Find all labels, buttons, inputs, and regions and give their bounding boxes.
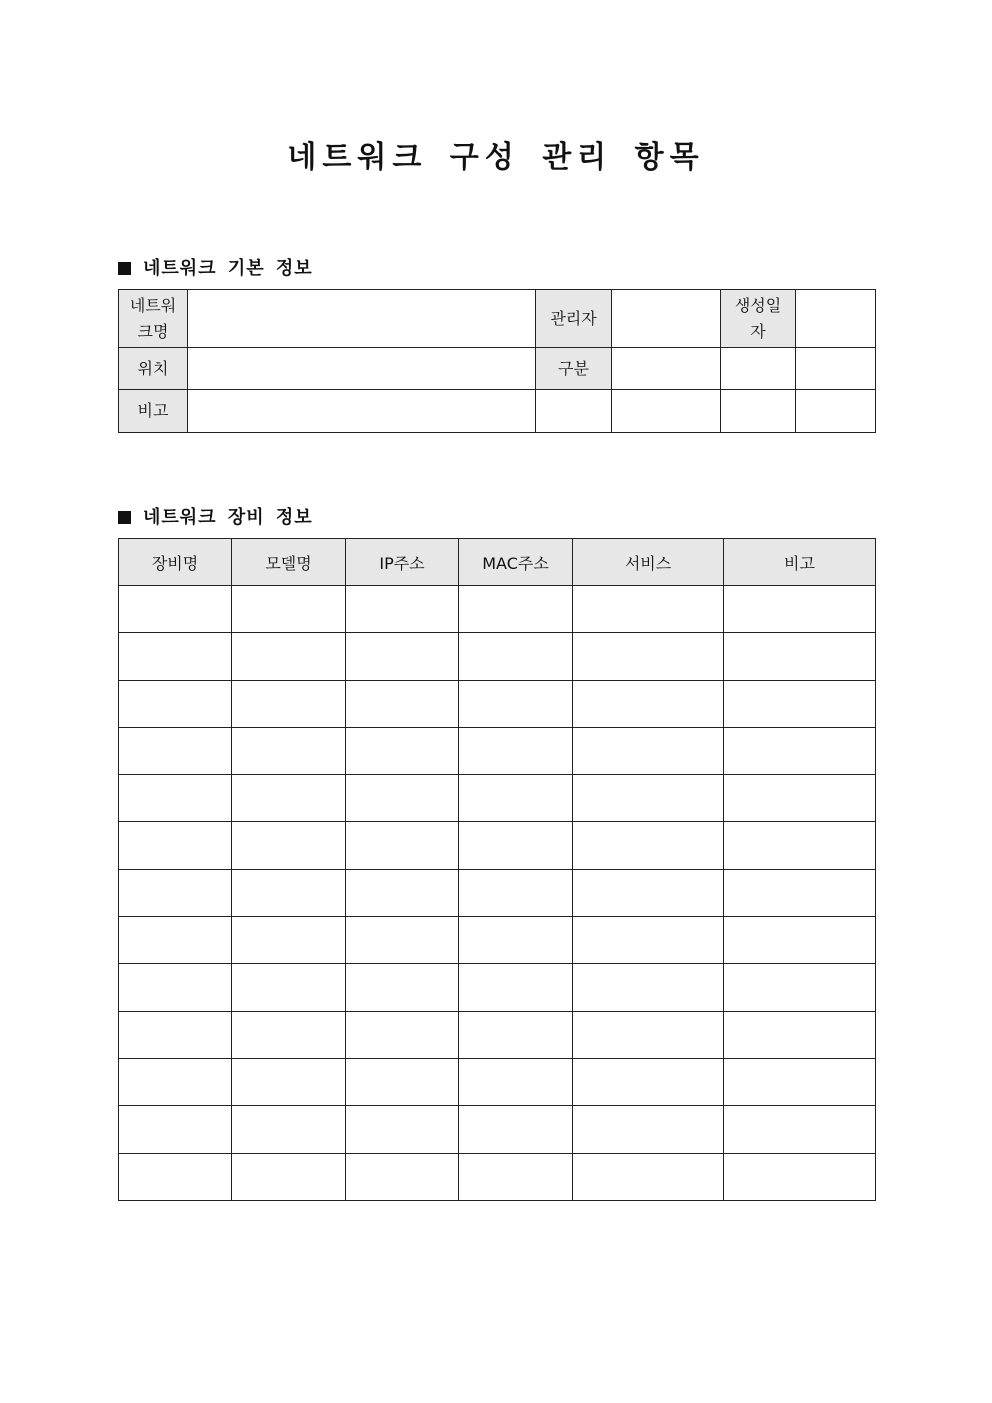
table-cell[interactable] — [232, 1058, 346, 1105]
table-cell[interactable] — [724, 822, 876, 869]
table-cell[interactable] — [573, 680, 724, 727]
table-cell[interactable] — [346, 775, 459, 822]
table-cell[interactable] — [459, 822, 573, 869]
table-cell[interactable] — [573, 1011, 724, 1058]
column-header-equipment-name: 장비명 — [119, 539, 232, 586]
table-cell[interactable] — [346, 1106, 459, 1153]
table-row — [119, 727, 876, 774]
table-row — [119, 1011, 876, 1058]
table-cell[interactable] — [459, 633, 573, 680]
table-cell[interactable] — [119, 1106, 232, 1153]
table-cell[interactable] — [724, 1153, 876, 1200]
table-cell[interactable] — [119, 1011, 232, 1058]
table-row — [119, 822, 876, 869]
column-header-service: 서비스 — [573, 539, 724, 586]
square-bullet-icon — [118, 262, 131, 275]
table-cell[interactable] — [573, 586, 724, 633]
table-row — [119, 633, 876, 680]
table-cell[interactable] — [346, 680, 459, 727]
table-row — [119, 964, 876, 1011]
table-cell[interactable] — [724, 586, 876, 633]
table-cell[interactable] — [724, 1058, 876, 1105]
table-cell[interactable] — [346, 917, 459, 964]
basic-info-heading-text: 네트워크 기본 정보 — [143, 258, 313, 279]
table-cell[interactable] — [119, 586, 232, 633]
basic-info-table — [118, 289, 876, 433]
table-cell[interactable] — [232, 822, 346, 869]
category-field[interactable] — [612, 348, 721, 390]
table-cell[interactable] — [232, 727, 346, 774]
table-cell[interactable] — [119, 727, 232, 774]
square-bullet-icon — [118, 511, 131, 524]
extra-field[interactable] — [721, 348, 796, 390]
table-cell[interactable] — [346, 586, 459, 633]
extra-field[interactable] — [796, 348, 876, 390]
table-row — [119, 1106, 876, 1153]
table-cell[interactable] — [724, 633, 876, 680]
table-cell[interactable] — [724, 1106, 876, 1153]
table-cell[interactable] — [573, 1058, 724, 1105]
manager-field[interactable] — [612, 290, 721, 348]
category-label: 구분 — [536, 348, 612, 390]
table-cell[interactable] — [232, 1011, 346, 1058]
network-name-label: 네트워 크명 — [119, 290, 188, 348]
column-header-model-name: 모델명 — [232, 539, 346, 586]
table-cell[interactable] — [119, 1058, 232, 1105]
table-cell[interactable] — [573, 1153, 724, 1200]
table-cell[interactable] — [346, 633, 459, 680]
table-cell[interactable] — [346, 822, 459, 869]
table-cell[interactable] — [346, 1011, 459, 1058]
table-cell[interactable] — [119, 869, 232, 916]
table-cell[interactable] — [724, 964, 876, 1011]
equipment-header-row — [119, 539, 876, 586]
table-cell[interactable] — [119, 633, 232, 680]
created-date-label: 생성일 자 — [721, 290, 796, 348]
location-label: 위치 — [119, 348, 188, 390]
table-cell[interactable] — [459, 1153, 573, 1200]
equipment-info-heading — [118, 503, 313, 529]
table-cell[interactable] — [724, 680, 876, 727]
table-row — [119, 1153, 876, 1200]
extra-field[interactable] — [721, 390, 796, 433]
extra-field[interactable] — [536, 390, 612, 433]
table-cell[interactable] — [573, 633, 724, 680]
table-row — [119, 917, 876, 964]
remarks-label: 비고 — [119, 390, 188, 433]
table-cell[interactable] — [232, 680, 346, 727]
table-cell[interactable] — [119, 964, 232, 1011]
table-cell[interactable] — [459, 1011, 573, 1058]
basic-info-heading — [118, 254, 313, 280]
table-cell[interactable] — [573, 822, 724, 869]
table-cell[interactable] — [119, 917, 232, 964]
table-cell[interactable] — [573, 775, 724, 822]
table-cell[interactable] — [232, 586, 346, 633]
table-cell[interactable] — [232, 633, 346, 680]
table-cell[interactable] — [459, 727, 573, 774]
manager-label: 관리자 — [536, 290, 612, 348]
table-cell[interactable] — [232, 1106, 346, 1153]
extra-field[interactable] — [612, 390, 721, 433]
table-cell[interactable] — [459, 775, 573, 822]
extra-field[interactable] — [796, 390, 876, 433]
equipment-table — [118, 538, 876, 1201]
table-cell[interactable] — [119, 1153, 232, 1200]
table-cell[interactable] — [459, 964, 573, 1011]
table-cell[interactable] — [459, 1058, 573, 1105]
table-cell[interactable] — [119, 775, 232, 822]
table-row — [119, 1058, 876, 1105]
table-row — [119, 586, 876, 633]
column-header-mac-address: MAC주소 — [459, 539, 573, 586]
equipment-info-heading-text: 네트워크 장비 정보 — [143, 507, 313, 528]
table-row — [119, 775, 876, 822]
table-cell[interactable] — [346, 727, 459, 774]
table-cell[interactable] — [346, 964, 459, 1011]
table-cell[interactable] — [232, 775, 346, 822]
column-header-ip-address: IP주소 — [346, 539, 459, 586]
table-cell[interactable] — [119, 680, 232, 727]
table-cell[interactable] — [232, 917, 346, 964]
table-cell[interactable] — [724, 775, 876, 822]
table-cell[interactable] — [346, 869, 459, 916]
table-cell[interactable] — [346, 1153, 459, 1200]
table-cell[interactable] — [232, 964, 346, 1011]
table-row — [119, 680, 876, 727]
document-title: 네트워크 구성 관리 항목 — [287, 140, 705, 175]
table-cell[interactable] — [573, 964, 724, 1011]
table-cell[interactable] — [232, 869, 346, 916]
table-cell[interactable] — [724, 869, 876, 916]
table-cell[interactable] — [232, 1153, 346, 1200]
table-cell[interactable] — [724, 727, 876, 774]
table-cell[interactable] — [459, 586, 573, 633]
location-field[interactable] — [188, 348, 536, 390]
table-row — [119, 869, 876, 916]
table-cell[interactable] — [573, 869, 724, 916]
table-cell[interactable] — [573, 917, 724, 964]
table-cell[interactable] — [724, 917, 876, 964]
table-cell[interactable] — [459, 869, 573, 916]
table-cell[interactable] — [346, 1058, 459, 1105]
remarks-field[interactable] — [188, 390, 536, 433]
table-cell[interactable] — [573, 727, 724, 774]
table-cell[interactable] — [459, 680, 573, 727]
column-header-remarks: 비고 — [724, 539, 876, 586]
table-cell[interactable] — [459, 1106, 573, 1153]
created-date-field[interactable] — [796, 290, 876, 348]
table-cell[interactable] — [724, 1011, 876, 1058]
table-cell[interactable] — [459, 917, 573, 964]
table-cell[interactable] — [119, 822, 232, 869]
network-name-field[interactable] — [188, 290, 536, 348]
table-cell[interactable] — [573, 1106, 724, 1153]
